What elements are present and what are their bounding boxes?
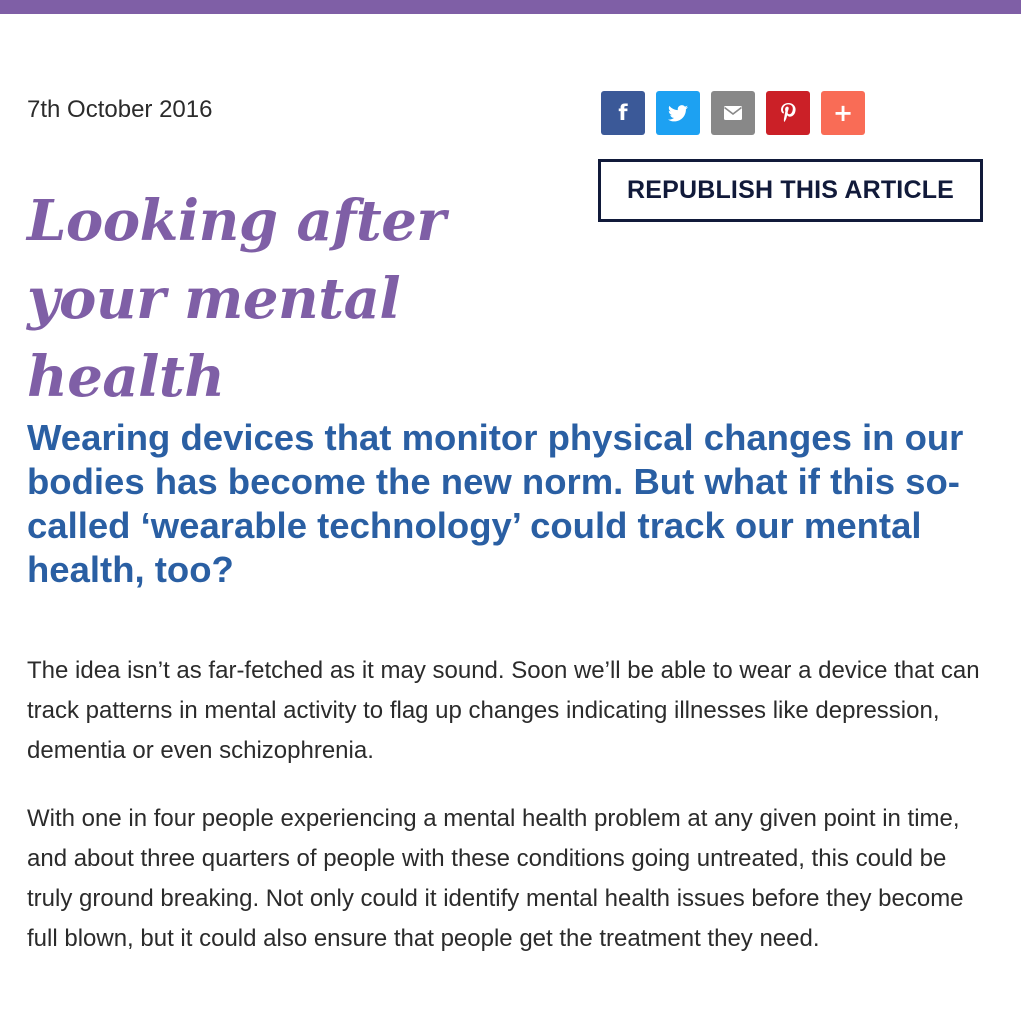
plus-icon: + [832,99,854,127]
republish-article-button[interactable]: REPUBLISH THIS ARTICLE [598,159,983,222]
facebook-icon: f [618,101,628,125]
twitter-icon [668,105,688,122]
article-standfirst: Wearing devices that monitor physical changes in our bodies has become the new norm. But what if this so-called ‘wearable technology’ could track our mental health, too? [27,417,964,590]
more-share-button[interactable] [821,91,865,135]
share-buttons [601,91,865,135]
pinterest-share-button[interactable] [766,91,810,135]
article-paragraph: The idea isn’t as far-fetched as it may sound. Soon we’ll be able to wear a device that can track patterns in mental activity to flag up changes indicating illnesses like depression, dementia or even schizophrenia. [27,657,980,764]
email-icon [724,106,742,120]
pinterest-icon [780,103,796,123]
top-accent-bar [0,0,1021,14]
email-share-button[interactable] [711,91,755,135]
article-date: 7th October 2016 [27,96,213,123]
twitter-share-button[interactable] [656,91,700,135]
article-paragraph: With one in four people experiencing a mental health problem at any given point in time, and about three quarters of people with these conditions going untreated, this could be truly ground breaking. Not only could it identify mental health issues before they become full blown, but it could also ensure that people get the treatment they need. [27,805,964,952]
facebook-share-button[interactable] [601,91,645,135]
article-title: Looking after your mental health [27,188,446,410]
